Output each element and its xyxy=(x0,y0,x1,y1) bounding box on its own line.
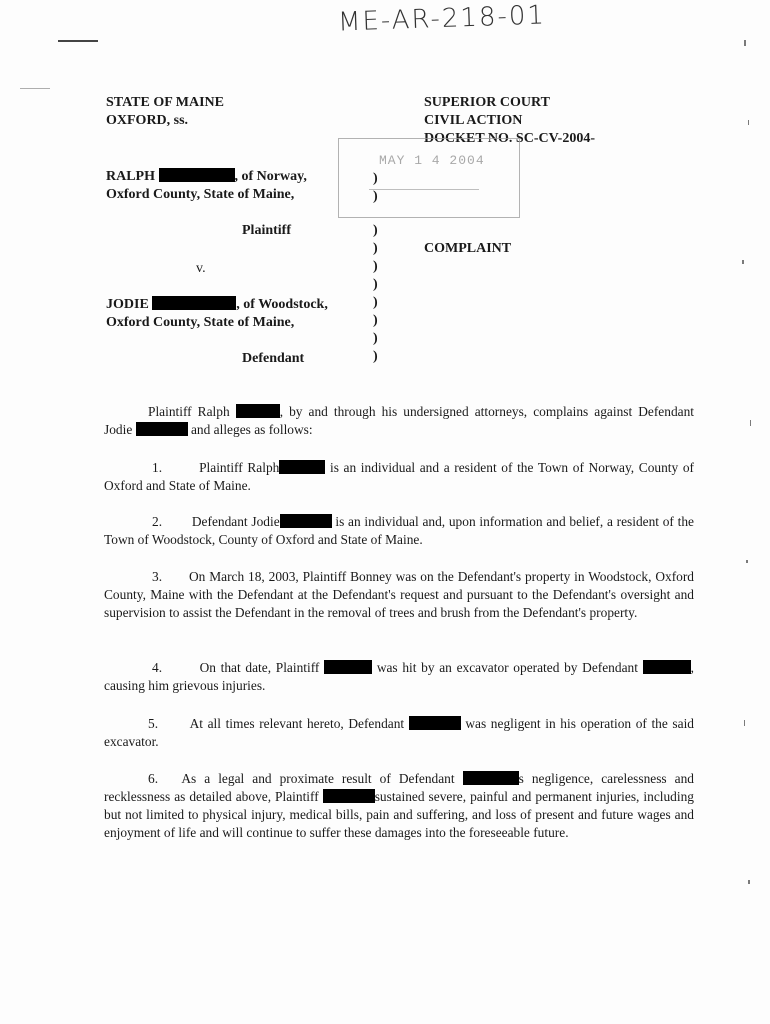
paragraph-6 xyxy=(104,770,694,842)
redaction xyxy=(409,716,461,730)
paragraph-text: , causing him grievous injuries. xyxy=(104,660,694,693)
paragraph-text: On March 18, 2003, Plaintiff Bonney was on the Defendant's property in Woodstock, Oxford County, Maine with the Defendant at the Defendant's request and pursuant to the Defendant's oversight and supervision to assist the Defendant in the removal of trees and brush from the Defendant's property. xyxy=(104,569,694,620)
redaction xyxy=(159,168,235,182)
paragraph-2 xyxy=(104,513,694,549)
plaintiff-line-1 xyxy=(106,168,307,185)
caption-divider: ) xyxy=(373,189,378,204)
stamp-line xyxy=(369,189,479,190)
paragraph-1 xyxy=(104,459,694,495)
scan-speck xyxy=(742,260,744,264)
scan-speck xyxy=(744,40,746,46)
caption-state: STATE OF MAINE xyxy=(106,95,224,110)
intro-text-a: Plaintiff Ralph xyxy=(148,404,230,419)
paragraph-text: is an individual and, upon information and belief, a resident of the Town of Woodstock, County of Oxford and State of Maine. xyxy=(104,514,694,547)
defendant-county: Oxford County, State of Maine, xyxy=(106,315,295,330)
caption-divider: ) xyxy=(373,171,378,186)
margin-mark xyxy=(58,40,98,42)
paragraph-text: On that date, Plaintiff xyxy=(199,660,320,675)
caption-divider: ) xyxy=(373,349,378,364)
paragraph-number: 6. xyxy=(148,771,159,786)
paragraph-3 xyxy=(104,568,694,622)
redaction xyxy=(152,296,236,310)
caption-county: OXFORD, ss. xyxy=(106,113,189,128)
scan-speck xyxy=(748,120,749,125)
plaintiff-first-name: RALPH xyxy=(106,169,155,184)
caption-divider: ) xyxy=(373,277,378,292)
plaintiff-county: Oxford County, State of Maine, xyxy=(106,187,295,202)
paragraph-text: s negligence, carelessness and recklessness as detailed above, Plaintiff xyxy=(104,771,694,804)
paragraph-text: was hit by an excavator operated by Defendant xyxy=(376,660,638,675)
paragraph-text: sustained severe, painful and permanent injuries, including but not limited to physical injury, medical bills, pain and suffering, and loss of present and future wages and enjoyment of life and will continue to suffer these damages into the foreseeable future. xyxy=(104,789,694,840)
received-stamp xyxy=(338,138,520,218)
redaction xyxy=(279,460,325,474)
document-title: COMPLAINT xyxy=(424,241,512,256)
defendant-role: Defendant xyxy=(242,351,305,366)
scan-speck xyxy=(744,720,745,726)
plaintiff-location: , of Norway, xyxy=(234,169,307,184)
redaction xyxy=(643,660,691,674)
scan-speck xyxy=(20,88,50,89)
intro-paragraph xyxy=(104,403,694,439)
handwritten-case-number: ME-AR-218-01 xyxy=(337,0,547,38)
paragraph-text: At all times relevant hereto, Defendant xyxy=(189,716,405,731)
paragraph-text: Plaintiff Ralph xyxy=(199,460,280,475)
paragraph-text: As a legal and proximate result of Defendant xyxy=(181,771,455,786)
caption-divider: ) xyxy=(373,259,378,274)
plaintiff-role: Plaintiff xyxy=(242,223,291,238)
caption-divider: ) xyxy=(373,223,378,238)
defendant-location: , of Woodstock, xyxy=(236,297,328,312)
caption-divider: ) xyxy=(373,295,378,310)
docket-number: DOCKET NO. SC-CV-2004- xyxy=(424,131,595,146)
caption-divider: ) xyxy=(373,331,378,346)
paragraph-number: 3. xyxy=(152,569,163,584)
paragraph-4 xyxy=(104,659,694,695)
caption-divider: ) xyxy=(373,241,378,256)
defendant-first-name: JODIE xyxy=(106,297,149,312)
intro-text-c: and alleges as follows: xyxy=(190,422,313,437)
redaction xyxy=(463,771,519,785)
redaction xyxy=(324,660,372,674)
redaction xyxy=(236,404,280,418)
stamp-date: MAY 1 4 2004 xyxy=(379,153,485,168)
court-name: SUPERIOR COURT xyxy=(424,95,550,110)
paragraph-number: 5. xyxy=(148,716,159,731)
redaction xyxy=(323,789,375,803)
redaction xyxy=(280,514,332,528)
caption-divider: ) xyxy=(373,313,378,328)
redaction xyxy=(136,422,188,436)
intro-text-b: , by and through his undersigned attorneys, complains against Defendant Jodie xyxy=(104,404,694,437)
action-type: CIVIL ACTION xyxy=(424,113,523,128)
paragraph-number: 2. xyxy=(152,514,163,529)
defendant-line-1 xyxy=(106,296,328,313)
paragraph-text: was negligent in his operation of the said excavator. xyxy=(104,716,694,749)
scan-speck xyxy=(750,420,751,426)
scan-speck xyxy=(748,880,750,884)
scan-speck xyxy=(746,560,748,563)
paragraph-text: Defendant Jodie xyxy=(191,514,280,529)
paragraph-number: 1. xyxy=(152,460,163,475)
paragraph-text: is an individual and a resident of the Town of Norway, County of Oxford and State of Maine. xyxy=(104,460,694,493)
paragraph-number: 4. xyxy=(152,660,163,675)
versus: v. xyxy=(196,261,206,276)
paragraph-5 xyxy=(104,715,694,751)
